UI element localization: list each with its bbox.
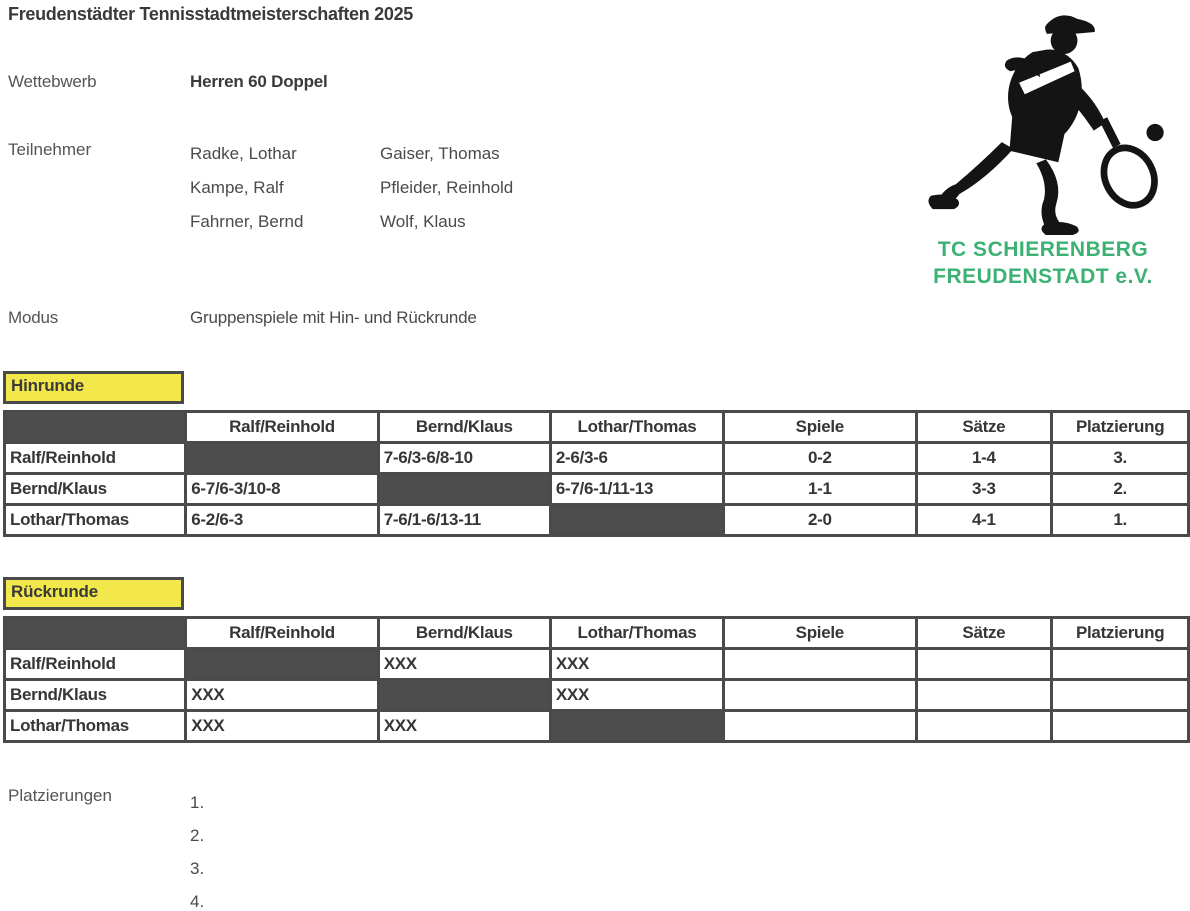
hinrunde-row xyxy=(5,505,1189,536)
corner-cell xyxy=(5,618,186,649)
team-name-cell: Ralf/Reinhold xyxy=(5,443,186,474)
saetze-cell xyxy=(916,711,1052,742)
rueckrunde-row xyxy=(5,680,1189,711)
match-score-cell: 7-6/1-6/13-11 xyxy=(378,505,550,536)
match-score-cell: XXX xyxy=(186,680,378,711)
column-header: Platzierung xyxy=(1052,618,1189,649)
team-name-cell: Bernd/Klaus xyxy=(5,474,186,505)
diagonal-cell xyxy=(186,649,378,680)
saetze-cell: 4-1 xyxy=(916,505,1052,536)
diagonal-cell xyxy=(378,474,550,505)
competition-value: Herren 60 Doppel xyxy=(190,72,328,91)
hinrunde-section xyxy=(3,371,1190,537)
page-title: Freudenstädter Tennisstadtmeisterschaften 2025 xyxy=(8,4,414,24)
mode-label: Modus xyxy=(8,308,59,327)
rueckrunde-section xyxy=(3,577,1190,743)
participants-column-2 xyxy=(380,137,513,239)
match-score-cell: XXX xyxy=(186,711,378,742)
placement-item: 1. xyxy=(190,793,205,812)
column-header: Sätze xyxy=(916,412,1052,443)
column-header: Ralf/Reinhold xyxy=(186,412,378,443)
column-header: Spiele xyxy=(724,618,916,649)
club-logo xyxy=(900,8,1186,290)
platzierung-cell: 3. xyxy=(1052,443,1189,474)
hinrunde-row xyxy=(5,474,1189,505)
diagonal-cell xyxy=(186,443,378,474)
match-score-cell: 2-6/3-6 xyxy=(550,443,723,474)
rueckrunde-row xyxy=(5,649,1189,680)
column-header: Platzierung xyxy=(1052,412,1189,443)
team-name-cell: Lothar/Thomas xyxy=(5,505,186,536)
match-score-cell: 6-2/6-3 xyxy=(186,505,378,536)
placements-label: Platzierungen xyxy=(8,786,112,805)
tennis-player-icon xyxy=(900,8,1186,236)
placements-list xyxy=(190,786,204,911)
platzierung-cell: 1. xyxy=(1052,505,1189,536)
participant: Fahrner, Bernd xyxy=(190,212,304,231)
diagonal-cell xyxy=(550,505,723,536)
rueckrunde-row xyxy=(5,711,1189,742)
participant: Gaiser, Thomas xyxy=(380,144,500,163)
hinrunde-row xyxy=(5,443,1189,474)
match-score-cell: 6-7/6-1/11-13 xyxy=(550,474,723,505)
platzierung-cell xyxy=(1052,711,1189,742)
competition-row xyxy=(8,72,328,92)
participant: Kampe, Ralf xyxy=(190,178,284,197)
platzierung-cell xyxy=(1052,680,1189,711)
participants-list xyxy=(190,137,513,239)
saetze-cell: 3-3 xyxy=(916,474,1052,505)
column-header: Bernd/Klaus xyxy=(378,412,550,443)
placement-item: 3. xyxy=(190,859,205,878)
column-header: Bernd/Klaus xyxy=(378,618,550,649)
club-name-line2: FREUDENSTADT e.V. xyxy=(933,265,1153,288)
column-header: Lothar/Thomas xyxy=(550,618,723,649)
column-header: Spiele xyxy=(724,412,916,443)
spiele-cell: 2-0 xyxy=(724,505,916,536)
column-header: Sätze xyxy=(916,618,1052,649)
placement-item: 2. xyxy=(190,826,205,845)
competition-label: Wettebwerb xyxy=(8,72,97,91)
participant: Wolf, Klaus xyxy=(380,212,466,231)
hinrunde-header-row xyxy=(5,412,1189,443)
diagonal-cell xyxy=(378,680,550,711)
match-score-cell: 7-6/3-6/8-10 xyxy=(378,443,550,474)
mode-row xyxy=(8,308,477,328)
spiele-cell: 1-1 xyxy=(724,474,916,505)
saetze-cell: 1-4 xyxy=(916,443,1052,474)
spiele-cell xyxy=(724,680,916,711)
hinrunde-table xyxy=(3,410,1190,537)
participant: Pfleider, Reinhold xyxy=(380,178,514,197)
spiele-cell xyxy=(724,711,916,742)
platzierung-cell xyxy=(1052,649,1189,680)
match-score-cell: 6-7/6-3/10-8 xyxy=(186,474,378,505)
platzierung-cell: 2. xyxy=(1052,474,1189,505)
column-header: Ralf/Reinhold xyxy=(186,618,378,649)
club-name-line1: TC SCHIERENBERG xyxy=(937,238,1149,261)
diagonal-cell xyxy=(550,711,723,742)
column-header: Lothar/Thomas xyxy=(550,412,723,443)
saetze-cell xyxy=(916,680,1052,711)
mode-value: Gruppenspiele mit Hin- und Rückrunde xyxy=(190,308,477,327)
spiele-cell: 0-2 xyxy=(724,443,916,474)
rueckrunde-header-row xyxy=(5,618,1189,649)
team-name-cell: Lothar/Thomas xyxy=(5,711,186,742)
saetze-cell xyxy=(916,649,1052,680)
team-name-cell: Bernd/Klaus xyxy=(5,680,186,711)
team-name-cell: Ralf/Reinhold xyxy=(5,649,186,680)
participants-label: Teilnehmer xyxy=(8,140,92,159)
match-score-cell: XXX xyxy=(550,680,723,711)
placement-item: 4. xyxy=(190,892,205,911)
match-score-cell: XXX xyxy=(550,649,723,680)
spiele-cell xyxy=(724,649,916,680)
rueckrunde-label: Rückrunde xyxy=(3,577,184,610)
rueckrunde-table xyxy=(3,616,1190,743)
hinrunde-label: Hinrunde xyxy=(3,371,184,404)
participants-column-1 xyxy=(190,137,380,239)
participant: Radke, Lothar xyxy=(190,144,297,163)
match-score-cell: XXX xyxy=(378,711,550,742)
corner-cell xyxy=(5,412,186,443)
match-score-cell: XXX xyxy=(378,649,550,680)
placements-section xyxy=(8,786,204,911)
